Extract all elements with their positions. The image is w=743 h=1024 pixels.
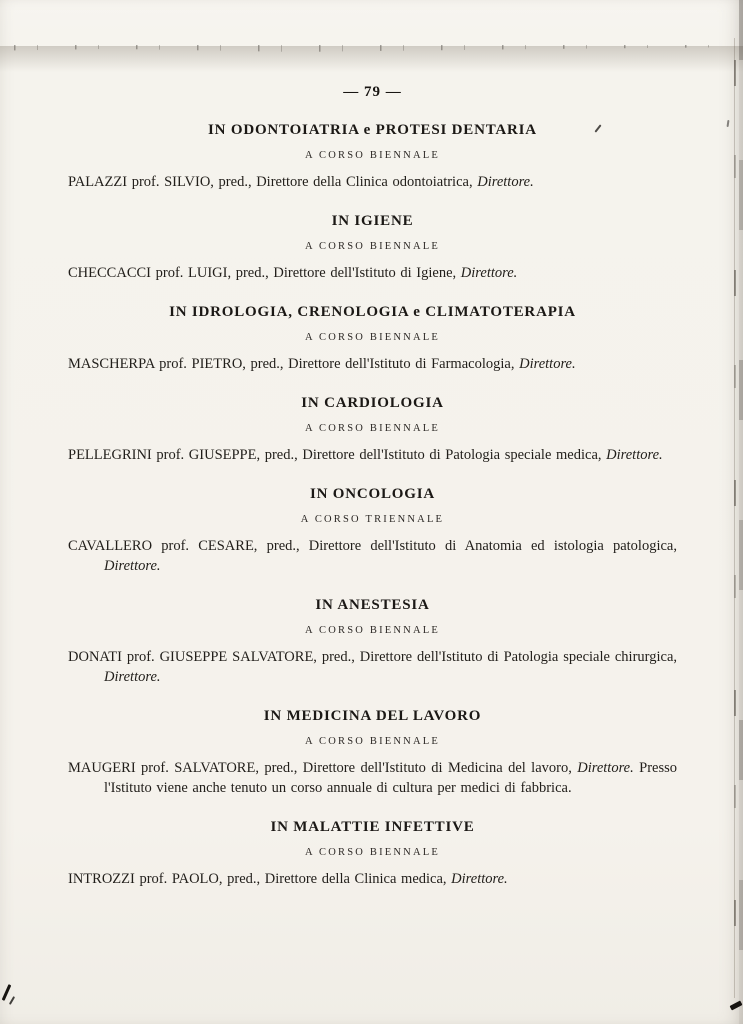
entry-text: DONATI prof. GIUSEPPE SALVATORE, pred., Direttore dell'Istituto di Patologia speciale chirurgica, xyxy=(68,649,677,665)
entry-text: PALAZZI prof. SILVIO, pred., Direttore della Clinica odontoiatrica, xyxy=(68,174,478,190)
section-title: IN MALATTIE INFETTIVE xyxy=(270,819,475,835)
entry-role-italic: Direttore. xyxy=(460,265,518,281)
entry-role-italic: Direttore. xyxy=(104,558,161,574)
course-duration: A CORSO BIENNALE xyxy=(305,241,440,252)
section-title: IN MEDICINA DEL LAVORO xyxy=(263,708,482,724)
course-duration: A CORSO BIENNALE xyxy=(305,150,440,161)
entry-paragraph xyxy=(68,758,677,798)
entry-text: INTROZZI prof. PAOLO, pred., Direttore della Clinica medica, xyxy=(68,871,452,887)
section-title: IN ODONTOIATRIA e PROTESI DENTARIA xyxy=(208,122,537,138)
entry-text: CHECCACCI prof. LUIGI, pred., Direttore dell'Istituto di Igiene, xyxy=(68,265,461,281)
scan-artifact-bottom-left-mark xyxy=(2,984,12,1001)
specialization-section xyxy=(68,707,677,798)
entry-role-italic: Direttore. xyxy=(104,669,161,685)
course-duration: A CORSO BIENNALE xyxy=(305,625,440,636)
specialization-section xyxy=(68,212,677,283)
entry-role-italic: Direttore. xyxy=(577,760,634,776)
specialization-section xyxy=(68,121,677,192)
entry-role-italic: Direttore. xyxy=(519,356,576,372)
section-title: IN IGIENE xyxy=(331,213,414,229)
entry-text: MAUGERI prof. SALVATORE, pred., Direttore dell'Istituto di Medicina del lavoro, xyxy=(68,760,578,776)
entry-paragraph xyxy=(68,536,677,576)
entry-role-italic: Direttore. xyxy=(606,447,663,463)
entry-paragraph xyxy=(68,647,677,687)
course-duration: A CORSO BIENNALE xyxy=(305,423,440,434)
entry-paragraph xyxy=(68,172,677,192)
course-duration: A CORSO TRIENNALE xyxy=(300,514,445,525)
specialization-section xyxy=(68,485,677,576)
entry-paragraph xyxy=(68,354,677,374)
entry-text: PELLEGRINI prof. GIUSEPPE, pred., Direttore dell'Istituto di Patologia speciale medica, xyxy=(68,447,607,463)
entry-text: CAVALLERO prof. CESARE, pred., Direttore dell'Istituto di Anatomia ed istologia patologica, xyxy=(68,538,677,554)
entry-text: MASCHERPA prof. PIETRO, pred., Direttore dell'Istituto di Farmacologia, xyxy=(68,356,520,372)
entry-text-after: Presso l'Istituto viene anche tenuto un corso annuale di cultura per medici di fabbrica. xyxy=(104,760,677,796)
entry-paragraph xyxy=(68,869,677,889)
course-duration: A CORSO BIENNALE xyxy=(305,332,440,343)
specialization-section xyxy=(68,818,677,889)
specialization-section xyxy=(68,303,677,374)
scan-artifact-bottom-left-mark-2 xyxy=(9,996,15,1005)
entry-role-italic: Direttore. xyxy=(451,871,508,887)
section-title: IN IDROLOGIA, CRENOLOGIA e CLIMATOTERAPIA xyxy=(169,304,576,320)
page-number: — 79 — xyxy=(343,84,402,100)
entry-paragraph xyxy=(68,445,677,465)
specialization-section xyxy=(68,394,677,465)
specialization-section xyxy=(68,596,677,687)
section-title: IN ONCOLOGIA xyxy=(309,486,436,502)
entry-role-italic: Direttore. xyxy=(477,174,534,190)
section-title: IN CARDIOLOGIA xyxy=(301,395,444,411)
section-title: IN ANESTESIA xyxy=(315,597,430,613)
course-duration: A CORSO BIENNALE xyxy=(305,847,440,858)
course-duration: A CORSO BIENNALE xyxy=(305,736,440,747)
entry-paragraph xyxy=(68,263,677,283)
